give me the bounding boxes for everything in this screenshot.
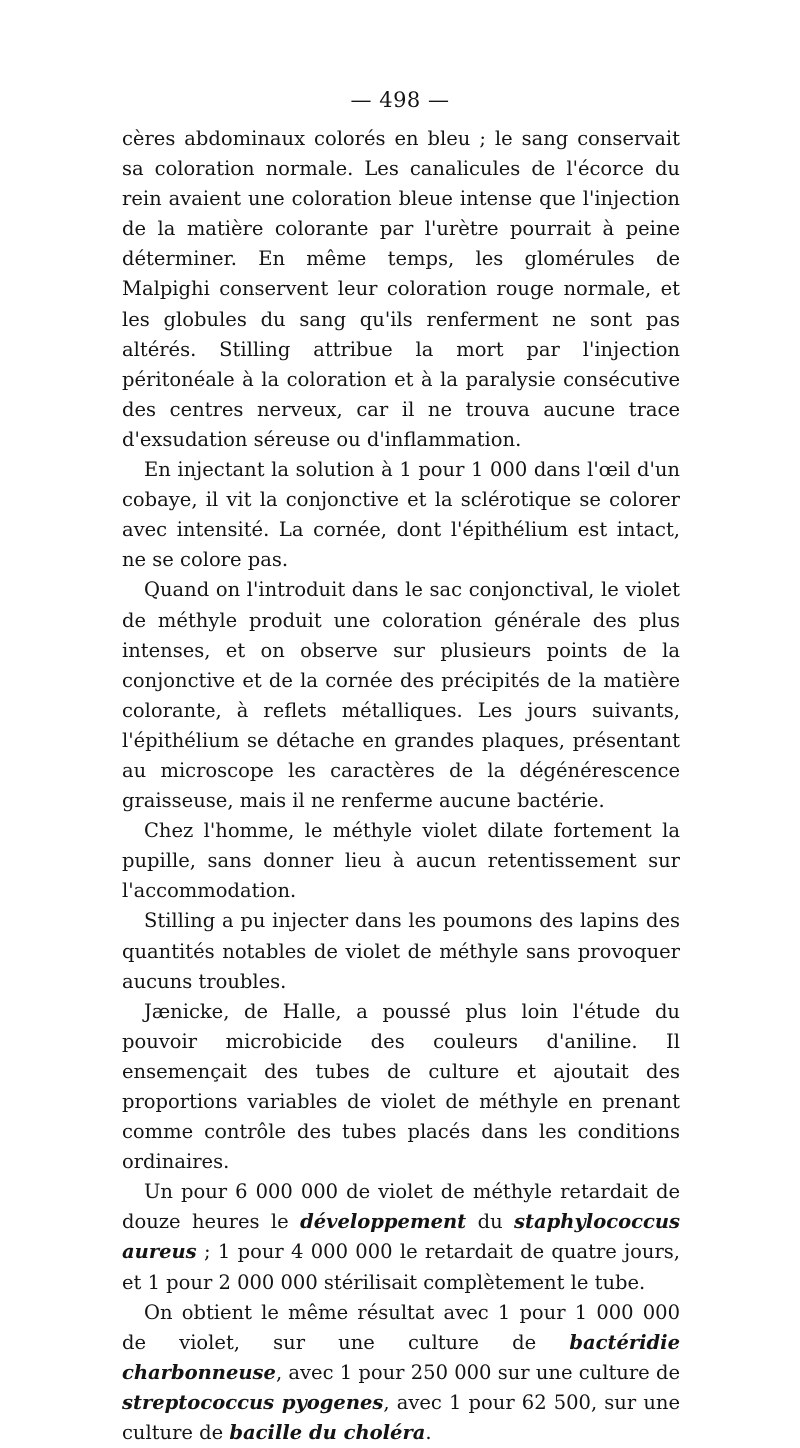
italic-term: développement: [300, 1210, 467, 1234]
text-run: Un pour 6 000 000 de violet de méthyle retardait de douze heures le: [122, 1180, 680, 1234]
text-run: , avec 1 pour 250 000 sur une culture de: [275, 1360, 680, 1384]
paragraph-p4: [122, 816, 680, 906]
page-body-text: [122, 124, 680, 1448]
paragraph-p6: [122, 997, 680, 1178]
text-run: On obtient le même résultat avec 1 pour 1 000 000 de violet, sur une culture de: [122, 1300, 680, 1354]
text-run: Quand on l'introduit dans le sac conjonctival, le violet de méthyle produit une coloration générale des plus intenses, et on observe sur plusieurs points de la conjonctive et de la cornée des précipités de la matière colorante, à reflets métalliques. Les jours suivants, l'épithélium se détache en grandes plaques, présentant au microscope les caractères de la dégénérescence graisseuse, mais il ne renferme aucune bactérie.: [122, 578, 680, 813]
paragraph-p8: [122, 1298, 680, 1448]
paragraph-p5: [122, 906, 680, 996]
paragraph-p1: [122, 124, 680, 455]
text-run: cères abdominaux colorés en bleu ; le sang conservait sa coloration normale. Les canalicules de l'écorce du rein avaient une coloration bleue intense que l'injection de la matière colorante par l'urètre pourrait à peine déterminer. En même temps, les glomérules de Malpighi conservent leur coloration rouge normale, et les globules du sang qu'ils renferment ne sont pas altérés. Stilling attribue la mort par l'injection péritonéale à la coloration et à la paralysie consécutive des centres nerveux, car il ne trouva aucune trace d'exsudation séreuse ou d'inflammation.: [122, 127, 680, 451]
page-number: — 498 —: [350, 88, 450, 112]
text-run: Jænicke, de Halle, a poussé plus loin l'étude du pouvoir microbicide des couleurs d'aniline. Il ensemençait des tubes de culture et ajoutait des proportions variables de violet de méthyle en prenant comme contrôle des tubes placés dans les conditions ordinaires.: [122, 999, 680, 1174]
paragraph-p3: [122, 575, 680, 816]
italic-term: staphylococcus aureus: [122, 1210, 680, 1264]
paragraph-p7: [122, 1177, 680, 1297]
text-run: Chez l'homme, le méthyle violet dilate fortement la pupille, sans donner lieu à aucun retentissement sur l'accommodation.: [122, 819, 680, 903]
text-run: En injectant la solution à 1 pour 1 000 dans l'œil d'un cobaye, il vit la conjonctive et la sclérotique se colorer avec intensité. La cornée, dont l'épithélium est intact, ne se colore pas.: [122, 458, 680, 572]
text-run: Stilling a pu injecter dans les poumons des lapins des quantités notables de violet de méthyle sans provoquer aucuns troubles.: [122, 909, 680, 993]
italic-term: streptococcus pyogenes: [122, 1390, 384, 1414]
italic-term: bactéridie charbonneuse: [122, 1330, 680, 1384]
text-run: .: [425, 1421, 432, 1445]
text-run: du: [466, 1210, 515, 1234]
paragraph-p2: [122, 455, 680, 575]
text-run: ; 1 pour 4 000 000 le retardait de quatre jours, et 1 pour 2 000 000 stérilisait complètement le tube.: [122, 1240, 680, 1294]
text-run: , avec 1 pour 62 500, sur une culture de: [122, 1390, 680, 1445]
italic-term: bacille du choléra: [229, 1421, 426, 1445]
